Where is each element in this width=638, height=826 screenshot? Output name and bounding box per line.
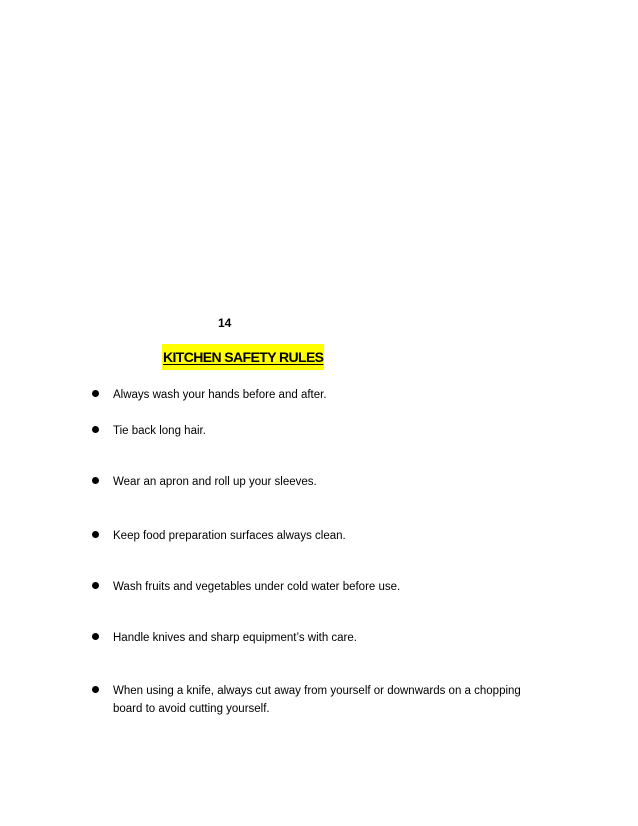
rule-text: Tie back long hair. bbox=[113, 425, 206, 437]
rule-text: Handle knives and sharp equipment’s with care. bbox=[113, 632, 357, 644]
rule-text: Always wash your hands before and after. bbox=[113, 389, 327, 401]
bullet-icon bbox=[92, 633, 99, 640]
list-item bbox=[92, 386, 552, 404]
page-title: KITCHEN SAFETY RULES bbox=[162, 344, 324, 370]
bullet-icon bbox=[92, 582, 99, 589]
bullet-icon bbox=[92, 531, 99, 538]
list-item bbox=[92, 473, 552, 491]
bullet-icon bbox=[92, 390, 99, 397]
list-item bbox=[92, 629, 552, 647]
rule-text: Wash fruits and vegetables under cold water before use. bbox=[113, 581, 401, 593]
page-number: 14 bbox=[218, 316, 232, 330]
rule-text: Wear an apron and roll up your sleeves. bbox=[113, 476, 317, 488]
bullet-icon bbox=[92, 686, 99, 693]
rule-text: When using a knife, always cut away from yourself or downwards on a chopping board to avoid cutting yourself. bbox=[113, 685, 521, 715]
bullet-icon bbox=[92, 426, 99, 433]
list-item bbox=[92, 527, 552, 545]
list-item bbox=[92, 578, 552, 596]
rule-text: Keep food preparation surfaces always clean. bbox=[113, 530, 346, 542]
list-item bbox=[92, 422, 552, 440]
list-item bbox=[92, 682, 552, 718]
bullet-icon bbox=[92, 477, 99, 484]
